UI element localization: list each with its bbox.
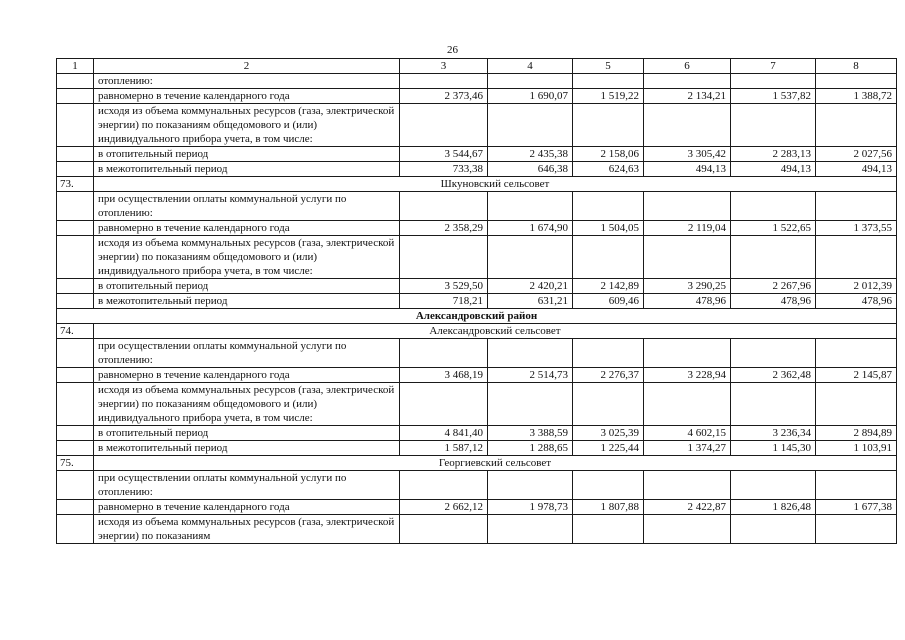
- row-number: [57, 500, 94, 515]
- value-cell: [488, 383, 573, 426]
- value-cell: [731, 339, 816, 368]
- value-cell: 1 374,27: [644, 441, 731, 456]
- value-cell: [731, 236, 816, 279]
- row-label: при осуществлении оплаты коммунальной услуги по отоплению:: [94, 192, 400, 221]
- value-cell: [573, 515, 644, 544]
- row-label: при осуществлении оплаты коммунальной услуги по отоплению:: [94, 471, 400, 500]
- value-cell: 2 267,96: [731, 279, 816, 294]
- value-cell: 4 841,40: [400, 426, 488, 441]
- value-cell: 718,21: [400, 294, 488, 309]
- value-cell: 4 602,15: [644, 426, 731, 441]
- value-cell: 478,96: [731, 294, 816, 309]
- settlement-heading-row: [57, 324, 897, 339]
- value-cell: [488, 471, 573, 500]
- value-cell: 2 119,04: [644, 221, 731, 236]
- value-cell: [816, 515, 897, 544]
- row-label: исходя из объема коммунальных ресурсов (газа, электрической энергии) по показаниям общедомового и (или) индивидуального прибора учета, в том числе:: [94, 383, 400, 426]
- value-cell: 2 362,48: [731, 368, 816, 383]
- value-cell: 2 276,37: [573, 368, 644, 383]
- value-cell: 1 522,65: [731, 221, 816, 236]
- column-number-header: 8: [816, 59, 897, 74]
- table-row: [57, 500, 897, 515]
- row-number: [57, 368, 94, 383]
- table-row: [57, 162, 897, 177]
- row-number: [57, 74, 94, 89]
- value-cell: [816, 383, 897, 426]
- value-cell: [400, 192, 488, 221]
- row-label: в межотопительный период: [94, 162, 400, 177]
- column-number-row: [57, 59, 897, 74]
- value-cell: 2 514,73: [488, 368, 573, 383]
- value-cell: [488, 236, 573, 279]
- value-cell: 478,96: [816, 294, 897, 309]
- value-cell: [816, 236, 897, 279]
- row-label: исходя из объема коммунальных ресурсов (газа, электрической энергии) по показаниям общедомового и (или) индивидуального прибора учета, в том числе:: [94, 104, 400, 147]
- row-number: [57, 294, 94, 309]
- row-label: в межотопительный период: [94, 441, 400, 456]
- value-cell: 494,13: [644, 162, 731, 177]
- value-cell: [573, 339, 644, 368]
- value-cell: 1 826,48: [731, 500, 816, 515]
- row-number: [57, 192, 94, 221]
- column-number-header: 4: [488, 59, 573, 74]
- settlement-name: Шкуновский сельсовет: [94, 177, 897, 192]
- row-label: исходя из объема коммунальных ресурсов (газа, электрической энергии) по показаниям: [94, 515, 400, 544]
- value-cell: 2 435,38: [488, 147, 573, 162]
- value-cell: 1 103,91: [816, 441, 897, 456]
- value-cell: 2 420,21: [488, 279, 573, 294]
- row-label: отоплению:: [94, 74, 400, 89]
- row-number: [57, 426, 94, 441]
- value-cell: 2 358,29: [400, 221, 488, 236]
- value-cell: 3 388,59: [488, 426, 573, 441]
- row-label: в отопительный период: [94, 147, 400, 162]
- table-row: [57, 383, 897, 426]
- value-cell: [816, 74, 897, 89]
- column-number-header: 5: [573, 59, 644, 74]
- value-cell: 2 422,87: [644, 500, 731, 515]
- value-cell: [644, 515, 731, 544]
- row-number: [57, 147, 94, 162]
- row-label: в отопительный период: [94, 426, 400, 441]
- value-cell: 1 388,72: [816, 89, 897, 104]
- value-cell: 646,38: [488, 162, 573, 177]
- value-cell: 1 690,07: [488, 89, 573, 104]
- value-cell: [644, 192, 731, 221]
- value-cell: 2 012,39: [816, 279, 897, 294]
- row-label: равномерно в течение календарного года: [94, 89, 400, 104]
- value-cell: [644, 236, 731, 279]
- value-cell: 3 305,42: [644, 147, 731, 162]
- value-cell: [731, 192, 816, 221]
- value-cell: 494,13: [816, 162, 897, 177]
- row-number: 74.: [57, 324, 94, 339]
- row-label: в межотопительный период: [94, 294, 400, 309]
- value-cell: [573, 192, 644, 221]
- value-cell: [573, 104, 644, 147]
- table-row: [57, 192, 897, 221]
- value-cell: 3 228,94: [644, 368, 731, 383]
- value-cell: 2 134,21: [644, 89, 731, 104]
- value-cell: 1 978,73: [488, 500, 573, 515]
- row-number: [57, 339, 94, 368]
- row-label: исходя из объема коммунальных ресурсов (газа, электрической энергии) по показаниям общедомового и (или) индивидуального прибора учета, в том числе:: [94, 236, 400, 279]
- row-number: [57, 515, 94, 544]
- value-cell: 624,63: [573, 162, 644, 177]
- value-cell: 2 158,06: [573, 147, 644, 162]
- column-number-header: 6: [644, 59, 731, 74]
- value-cell: [644, 104, 731, 147]
- table-row: [57, 368, 897, 383]
- table-row: [57, 147, 897, 162]
- table-row: [57, 426, 897, 441]
- settlement-heading-row: [57, 456, 897, 471]
- row-label: в отопительный период: [94, 279, 400, 294]
- tariff-table: [56, 58, 897, 544]
- value-cell: 1 145,30: [731, 441, 816, 456]
- value-cell: 478,96: [644, 294, 731, 309]
- value-cell: 3 290,25: [644, 279, 731, 294]
- value-cell: [488, 74, 573, 89]
- settlement-heading-row: [57, 177, 897, 192]
- row-number: [57, 162, 94, 177]
- table-row: [57, 294, 897, 309]
- table-row: [57, 74, 897, 89]
- value-cell: [400, 104, 488, 147]
- value-cell: 2 027,56: [816, 147, 897, 162]
- value-cell: 631,21: [488, 294, 573, 309]
- column-number-header: 1: [57, 59, 94, 74]
- table-row: [57, 89, 897, 104]
- row-number: [57, 236, 94, 279]
- row-number: [57, 89, 94, 104]
- value-cell: [816, 339, 897, 368]
- page-number: 26: [447, 44, 458, 56]
- value-cell: 2 894,89: [816, 426, 897, 441]
- value-cell: [400, 383, 488, 426]
- value-cell: [731, 515, 816, 544]
- row-number: [57, 471, 94, 500]
- value-cell: 2 283,13: [731, 147, 816, 162]
- row-label: при осуществлении оплаты коммунальной услуги по отоплению:: [94, 339, 400, 368]
- value-cell: [488, 104, 573, 147]
- value-cell: [573, 383, 644, 426]
- value-cell: 1 373,55: [816, 221, 897, 236]
- value-cell: 1 677,38: [816, 500, 897, 515]
- column-number-header: 2: [94, 59, 400, 74]
- value-cell: [816, 471, 897, 500]
- value-cell: 494,13: [731, 162, 816, 177]
- region-heading-row: [57, 309, 897, 324]
- value-cell: [816, 104, 897, 147]
- value-cell: [573, 236, 644, 279]
- row-number: [57, 441, 94, 456]
- table-row: [57, 236, 897, 279]
- value-cell: [488, 192, 573, 221]
- value-cell: [731, 104, 816, 147]
- row-number: [57, 221, 94, 236]
- table-row: [57, 441, 897, 456]
- table-row: [57, 339, 897, 368]
- value-cell: [400, 236, 488, 279]
- value-cell: 1 225,44: [573, 441, 644, 456]
- column-number-header: 7: [731, 59, 816, 74]
- value-cell: [644, 383, 731, 426]
- row-number: [57, 279, 94, 294]
- value-cell: [573, 74, 644, 89]
- row-number: 73.: [57, 177, 94, 192]
- table-row: [57, 471, 897, 500]
- value-cell: [488, 515, 573, 544]
- value-cell: 1 587,12: [400, 441, 488, 456]
- row-label: равномерно в течение календарного года: [94, 221, 400, 236]
- value-cell: 609,46: [573, 294, 644, 309]
- value-cell: 3 025,39: [573, 426, 644, 441]
- value-cell: [400, 74, 488, 89]
- settlement-name: Александровский сельсовет: [94, 324, 897, 339]
- settlement-name: Георгиевский сельсовет: [94, 456, 897, 471]
- value-cell: [731, 383, 816, 426]
- region-heading: Александровский район: [57, 309, 897, 324]
- value-cell: [731, 471, 816, 500]
- value-cell: 1 519,22: [573, 89, 644, 104]
- value-cell: [644, 74, 731, 89]
- value-cell: 733,38: [400, 162, 488, 177]
- value-cell: 2 373,46: [400, 89, 488, 104]
- row-label: равномерно в течение календарного года: [94, 368, 400, 383]
- value-cell: 3 544,67: [400, 147, 488, 162]
- value-cell: [573, 471, 644, 500]
- value-cell: 3 468,19: [400, 368, 488, 383]
- value-cell: [400, 515, 488, 544]
- column-number-header: 3: [400, 59, 488, 74]
- value-cell: 1 674,90: [488, 221, 573, 236]
- row-number: 75.: [57, 456, 94, 471]
- row-number: [57, 383, 94, 426]
- value-cell: [400, 339, 488, 368]
- value-cell: 2 145,87: [816, 368, 897, 383]
- row-label: равномерно в течение календарного года: [94, 500, 400, 515]
- value-cell: 1 537,82: [731, 89, 816, 104]
- value-cell: [644, 339, 731, 368]
- table-row: [57, 104, 897, 147]
- value-cell: [400, 471, 488, 500]
- value-cell: [816, 192, 897, 221]
- value-cell: [644, 471, 731, 500]
- value-cell: [488, 339, 573, 368]
- value-cell: 1 504,05: [573, 221, 644, 236]
- value-cell: 3 529,50: [400, 279, 488, 294]
- value-cell: 3 236,34: [731, 426, 816, 441]
- value-cell: 2 142,89: [573, 279, 644, 294]
- row-number: [57, 104, 94, 147]
- value-cell: 2 662,12: [400, 500, 488, 515]
- table-row: [57, 221, 897, 236]
- value-cell: [731, 74, 816, 89]
- table-row: [57, 515, 897, 544]
- value-cell: 1 288,65: [488, 441, 573, 456]
- value-cell: 1 807,88: [573, 500, 644, 515]
- table-row: [57, 279, 897, 294]
